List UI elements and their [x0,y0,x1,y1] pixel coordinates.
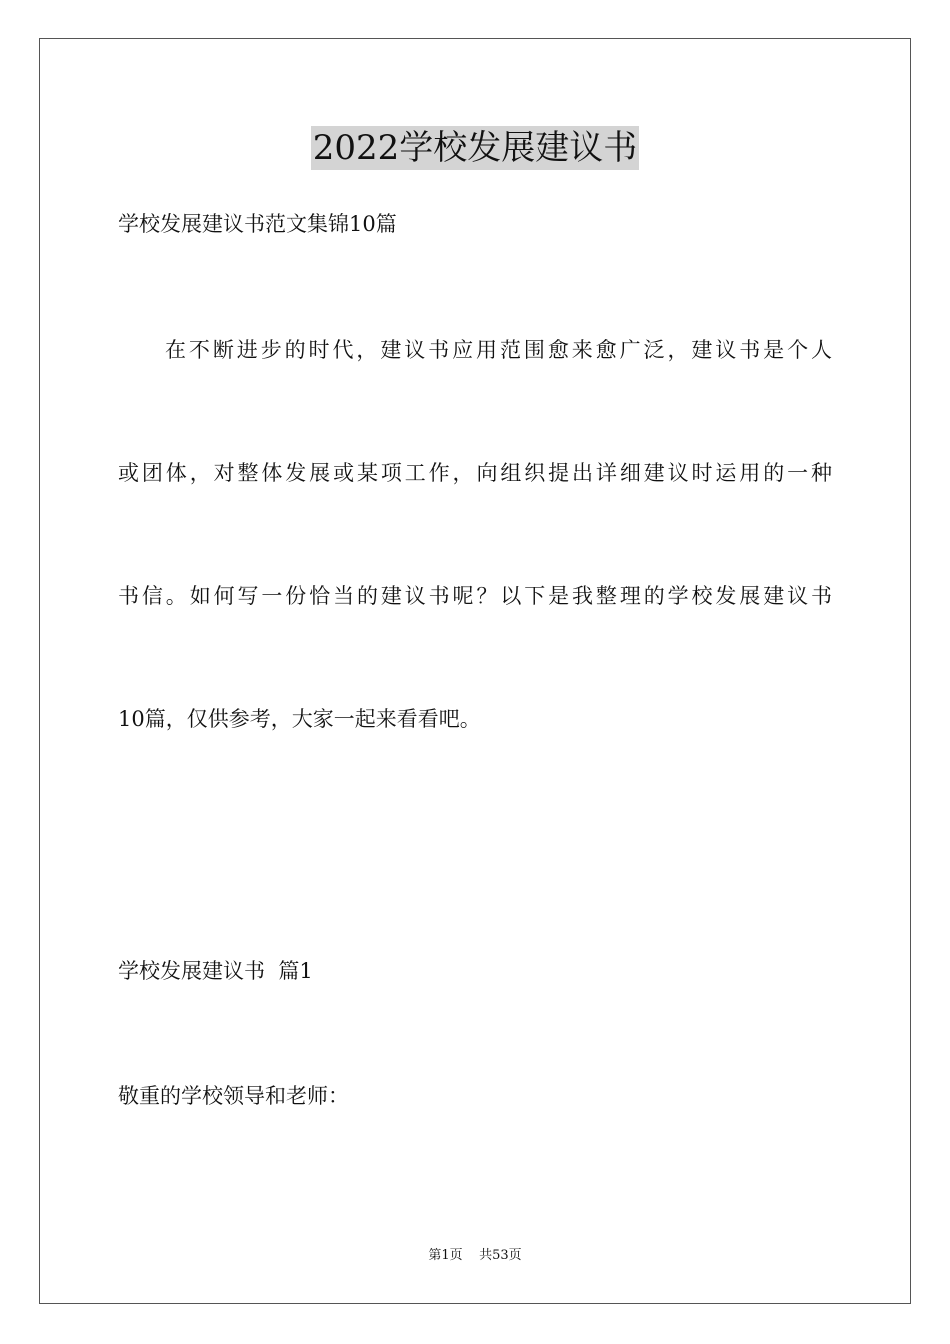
intro-line-3: 书信。如何写一份恰当的建议书呢？以下是我整理的学校发展建议书 [118,584,832,608]
title-container [0,126,950,170]
intro-line-2: 或团体，对整体发展或某项工作，向组织提出详细建议时运用的一种 [118,461,832,485]
intro-line-4: 10篇，仅供参考，大家一起来看看吧。 [118,707,481,731]
section-heading: 学校发展建议书 篇1 [118,959,313,983]
intro-line-1: 在不断进步的时代，建议书应用范围愈来愈广泛，建议书是个人 [165,338,832,362]
document-title: 2022学校发展建议书 [312,128,638,168]
page-footer: 第1页 共53页 [428,1248,522,1263]
document-subtitle: 学校发展建议书范文集锦10篇 [118,212,397,236]
salutation: 敬重的学校领导和老师： [118,1084,349,1108]
